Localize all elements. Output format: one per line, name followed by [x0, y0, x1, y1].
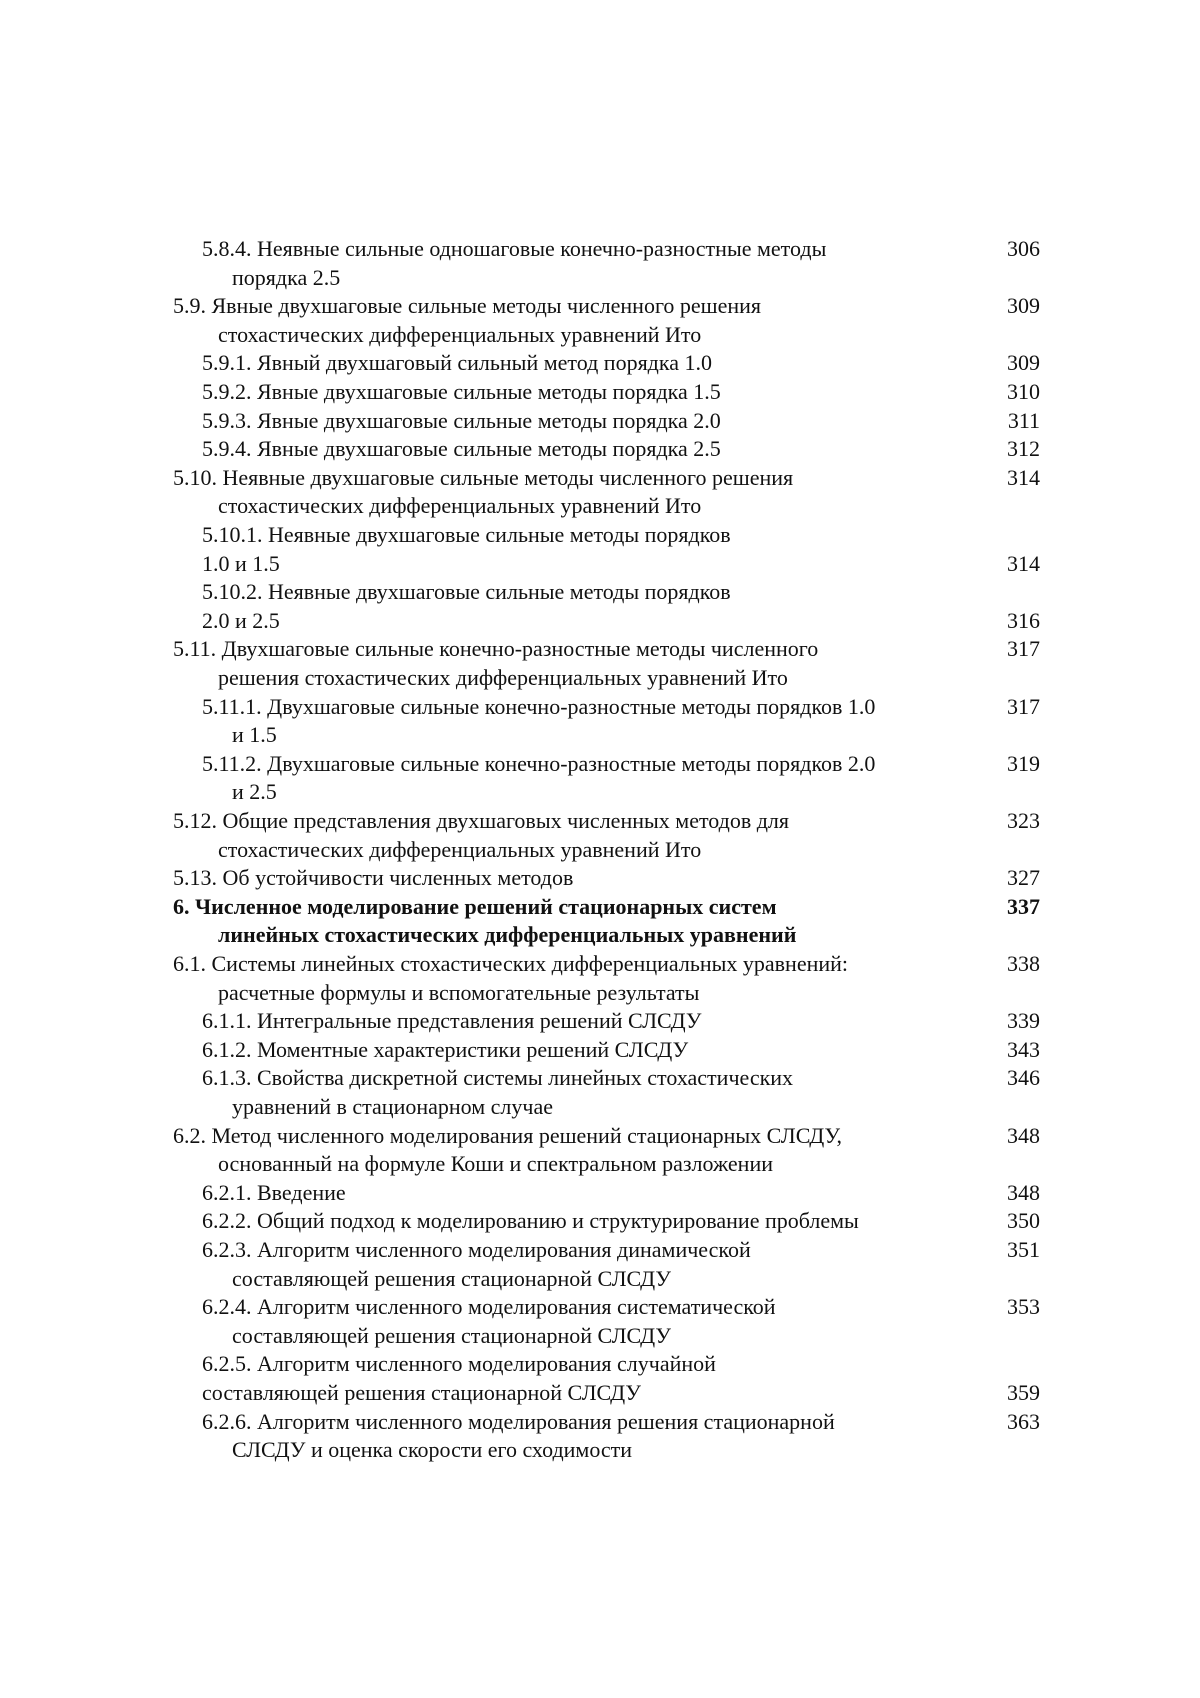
- toc-entry-title: 6.1.3. Свойства дискретной системы линейных стохастических: [202, 1065, 794, 1091]
- toc-page-number: 316: [1007, 607, 1040, 633]
- toc-page-number: 317: [1007, 693, 1040, 719]
- toc-entry-title: 5.10. Неявные двухшаговые сильные методы численного решения: [173, 464, 794, 490]
- toc-entry-title: 5.9.3. Явные двухшаговые сильные методы порядка 2.0: [202, 407, 721, 433]
- toc-entry-title: 6.2.5. Алгоритм численного моделирования случайной: [202, 1351, 716, 1377]
- toc-page-number: 351: [1007, 1237, 1040, 1262]
- toc-entry-title-continuation: уравнений в стационарном случае: [232, 1094, 554, 1119]
- toc-page-number: 323: [1007, 808, 1040, 833]
- toc-entry-title-continuation: СЛСДУ и оценка скорости его сходимости: [232, 1437, 633, 1463]
- toc-page-number: 319: [1007, 750, 1040, 776]
- toc-entry-title: 6.2. Метод численного моделирования решений стационарных СЛСДУ,: [173, 1122, 843, 1148]
- toc-entry-title: 6. Численное моделирование решений стационарных систем: [173, 893, 777, 919]
- toc-entry-title: 5.8.4. Неявные сильные одношаговые конечно-разностные методы: [202, 236, 827, 261]
- toc-page-number: 363: [1007, 1408, 1040, 1434]
- toc-page-number: 309: [1007, 293, 1040, 319]
- toc-entry-title: 5.12. Общие представления двухшаговых численных методов для: [173, 808, 790, 833]
- toc-entry-title-continuation: составляющей решения стационарной СЛСДУ: [232, 1265, 671, 1291]
- toc-entry-title: 5.9.4. Явные двухшаговые сильные методы порядка 2.5: [202, 436, 721, 462]
- toc-entry-title: 6.1.1. Интегральные представления решений СЛСДУ: [202, 1008, 702, 1034]
- toc-entry-title: 6.2.2. Общий подход к моделированию и структурирование проблемы: [202, 1208, 859, 1234]
- toc-entry-title: 6.2.4. Алгоритм численного моделирования систематической: [202, 1294, 776, 1320]
- toc-page-number: 327: [1007, 865, 1040, 891]
- toc-page-number: 314: [1007, 550, 1040, 576]
- toc-page-number: 338: [1007, 951, 1040, 976]
- toc-page-number: 310: [1007, 379, 1040, 404]
- toc-entry-title-continuation: стохастических дифференциальных уравнений Ито: [218, 836, 702, 862]
- toc-entry-title: 5.10.2. Неявные двухшаговые сильные методы порядков: [202, 579, 731, 605]
- toc-entry-title-continuation: и 1.5: [232, 722, 277, 748]
- toc-entry-title-continuation: 1.0 и 1.5: [202, 550, 280, 576]
- toc-entry-title: 6.1. Системы линейных стохастических дифференциальных уравнений:: [173, 951, 849, 976]
- toc-entry-title-continuation: расчетные формулы и вспомогательные результаты: [218, 979, 700, 1005]
- toc-page-number: 311: [1007, 407, 1040, 433]
- toc-entry-title: 6.2.6. Алгоритм численного моделирования решения стационарной: [202, 1408, 835, 1434]
- toc-entry-title-continuation: линейных стохастических дифференциальных уравнений: [218, 922, 797, 948]
- toc-entry-title-continuation: стохастических дифференциальных уравнений Ито: [218, 321, 702, 347]
- toc-page-number: 339: [1007, 1008, 1040, 1034]
- toc-entry-title: 5.11.2. Двухшаговые сильные конечно-разностные методы порядков 2.0: [202, 750, 876, 776]
- toc-entry-title: 6.2.3. Алгоритм численного моделирования динамической: [202, 1237, 751, 1262]
- toc-page-number: 306: [1007, 236, 1040, 261]
- toc-entry-title: 5.10.1. Неявные двухшаговые сильные методы порядков: [202, 522, 731, 547]
- toc-entry-title: 6.1.2. Моментные характеристики решений СЛСДУ: [202, 1036, 689, 1062]
- toc-entry-title: 6.2.1. Введение: [202, 1179, 346, 1205]
- toc-page-number: 309: [1007, 350, 1040, 376]
- toc-entry-title-continuation: основанный на формуле Коши и спектральном разложении: [218, 1151, 773, 1177]
- toc-page-number: 359: [1007, 1380, 1040, 1405]
- toc-entry-title: 5.13. Об устойчивости численных методов: [173, 865, 574, 891]
- toc-page-number: 348: [1007, 1122, 1040, 1148]
- toc-page-number: 314: [1007, 464, 1040, 490]
- toc-page-number: 353: [1007, 1294, 1040, 1320]
- toc-entry-title: 5.9.1. Явный двухшаговый сильный метод порядка 1.0: [202, 350, 712, 376]
- toc-entry-title: 5.9.2. Явные двухшаговые сильные методы порядка 1.5: [202, 379, 721, 404]
- toc-page-number: 317: [1007, 636, 1040, 662]
- toc-page-number: 337: [1007, 893, 1040, 919]
- toc-page-number: 348: [1007, 1179, 1040, 1205]
- toc-entry-title: 5.9. Явные двухшаговые сильные методы численного решения: [173, 293, 762, 319]
- toc-page-number: 350: [1007, 1208, 1040, 1234]
- toc-entry-title-continuation: составляющей решения стационарной СЛСДУ: [232, 1322, 671, 1348]
- toc-entry-title-continuation: порядка 2.5: [232, 264, 341, 290]
- toc-entry-title-continuation: и 2.5: [232, 779, 277, 805]
- toc-page-number: 312: [1007, 436, 1040, 462]
- toc-entry-title: 5.11. Двухшаговые сильные конечно-разностные методы численного: [173, 636, 819, 662]
- toc-entry-title-continuation: составляющей решения стационарной СЛСДУ: [202, 1380, 641, 1405]
- toc-entry-title: 5.11.1. Двухшаговые сильные конечно-разностные методы порядков 1.0: [202, 693, 876, 719]
- toc-page-number: 346: [1007, 1065, 1040, 1091]
- toc-entry-title-continuation: 2.0 и 2.5: [202, 607, 280, 633]
- toc-entry-title-continuation: решения стохастических дифференциальных уравнений Ито: [218, 665, 788, 690]
- toc-page-number: 343: [1007, 1036, 1040, 1062]
- toc-entry-title-continuation: стохастических дифференциальных уравнений Ито: [218, 493, 702, 519]
